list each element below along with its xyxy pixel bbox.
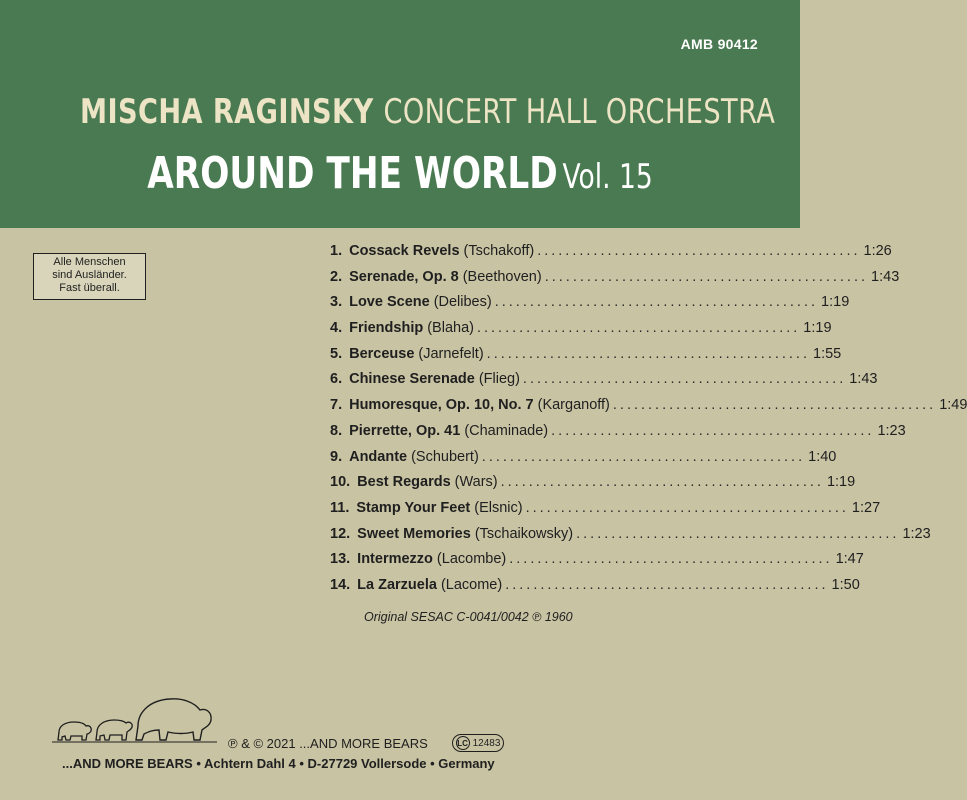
- track-number: 7.: [330, 397, 343, 414]
- dot-leader: ..............................................: [544, 268, 869, 285]
- track-composer: (Wars): [454, 474, 498, 491]
- track-title: Intermezzo: [357, 551, 433, 568]
- track-row: [330, 474, 856, 500]
- address-line: ...AND MORE BEARS • Achtern Dahl 4 • D-27729 Vollersode • Germany: [62, 756, 495, 771]
- track-duration: 1:43: [871, 268, 900, 285]
- track-row: [330, 576, 860, 603]
- track-duration: 1:19: [803, 320, 832, 337]
- track-row: [330, 525, 931, 552]
- dot-leader: ..............................................: [481, 448, 806, 465]
- track-row: [330, 320, 832, 346]
- track-title: Cossack Revels: [349, 243, 460, 259]
- track-duration: 1:43: [849, 371, 878, 388]
- track-composer: (Blaha): [427, 320, 474, 337]
- track-composer: (Karganoff): [537, 397, 610, 414]
- track-title: Stamp Your Feet: [356, 499, 471, 516]
- track-number: 5.: [330, 345, 343, 362]
- note-line-3: Fast überall.: [59, 282, 120, 294]
- bears-logo-icon: [52, 690, 217, 748]
- track-title: Pierrette, Op. 41: [349, 422, 461, 439]
- header-banner: [0, 0, 800, 228]
- track-number: 12.: [330, 525, 351, 542]
- track-row: [330, 551, 864, 577]
- dot-leader: ..............................................: [537, 243, 861, 259]
- note-line-1: Alle Menschen: [53, 256, 126, 268]
- track-title: Berceuse: [349, 345, 415, 362]
- track-row: [330, 345, 842, 372]
- track-number: 3.: [330, 294, 343, 311]
- track-number: 11.: [330, 499, 350, 516]
- track-duration: 1:40: [808, 448, 837, 465]
- track-title: Sweet Memories: [357, 525, 471, 542]
- track-composer: (Jarnefelt): [418, 345, 484, 362]
- orchestra-name: CONCERT HALL ORCHESTRA: [383, 92, 776, 132]
- track-title: Serenade, Op. 8: [349, 268, 459, 285]
- track-title: Andante: [349, 448, 408, 465]
- track-duration: 1:27: [851, 499, 881, 516]
- track-composer: (Lacome): [440, 576, 503, 593]
- note-line-2: sind Ausländer.: [52, 269, 127, 281]
- label-code-badge: [452, 734, 504, 752]
- track-row: [330, 371, 878, 397]
- dot-leader: ..............................................: [612, 397, 937, 414]
- dot-leader: ..............................................: [476, 320, 801, 337]
- track-title: Best Regards: [357, 474, 451, 491]
- album-title: AROUND THE WORLD: [147, 148, 558, 199]
- track-duration: 1:47: [835, 551, 864, 568]
- track-title: Friendship: [349, 320, 424, 337]
- track-duration: 1:23: [902, 525, 931, 542]
- dot-leader: ..............................................: [525, 499, 849, 516]
- track-title: Chinese Serenade: [349, 371, 475, 388]
- track-duration: 1:26: [863, 243, 892, 259]
- copyright-line: ℗ & © 2021 ...AND MORE BEARS: [228, 736, 428, 751]
- note-box: [33, 253, 146, 300]
- track-duration: 1:55: [813, 345, 842, 362]
- track-composer: (Tschakoff): [463, 243, 535, 259]
- dot-leader: ..............................................: [486, 345, 810, 362]
- track-composer: (Lacombe): [436, 551, 507, 568]
- track-number: 10.: [330, 474, 351, 491]
- track-duration: 1:19: [826, 474, 856, 491]
- track-composer: (Delibes): [433, 294, 492, 311]
- track-number: 14.: [330, 576, 351, 593]
- dot-leader: ..............................................: [505, 576, 829, 593]
- artist-name: MISCHA RAGINSKY: [80, 92, 374, 132]
- track-duration: 1:50: [831, 576, 860, 593]
- track-number: 4.: [330, 320, 343, 337]
- track-number: 1.: [330, 243, 343, 259]
- dot-leader: ..............................................: [576, 525, 900, 542]
- track-title: La Zarzuela: [357, 576, 437, 593]
- lc-number: 12483: [472, 737, 501, 749]
- dot-leader: ..............................................: [494, 294, 819, 311]
- track-composer: (Beethoven): [462, 268, 542, 285]
- artist-line: [80, 92, 776, 132]
- track-duration: 1:49: [939, 397, 967, 414]
- track-row: [330, 243, 892, 269]
- track-title: Love Scene: [349, 294, 430, 311]
- original-note: Original SESAC C-0041/0042 ℗ 1960: [364, 610, 573, 624]
- track-number: 6.: [330, 371, 343, 388]
- track-row: [330, 294, 850, 320]
- track-row: [330, 448, 837, 475]
- track-number: 9.: [330, 448, 343, 465]
- dot-leader: ..............................................: [500, 474, 824, 491]
- track-duration: 1:23: [877, 422, 906, 439]
- track-duration: 1:19: [821, 294, 850, 311]
- catalog-number: AMB 90412: [680, 36, 758, 52]
- album-title-line: [88, 148, 712, 199]
- track-number: 8.: [330, 422, 343, 439]
- track-number: 2.: [330, 268, 343, 285]
- track-composer: (Schubert): [411, 448, 479, 465]
- track-row: [330, 499, 881, 526]
- track-composer: (Chaminade): [464, 422, 549, 439]
- track-list: [330, 243, 967, 603]
- track-title: Humoresque, Op. 10, No. 7: [349, 397, 534, 414]
- lc-label: LC: [456, 736, 470, 750]
- track-row: [330, 268, 900, 295]
- track-composer: (Tschaikowsky): [474, 525, 574, 542]
- dot-leader: ..............................................: [522, 371, 847, 388]
- dot-leader: ..............................................: [509, 551, 833, 568]
- track-row: [330, 422, 906, 449]
- volume-label: Vol. 15: [562, 157, 653, 197]
- track-number: 13.: [330, 551, 351, 568]
- track-row: [330, 397, 967, 423]
- track-composer: (Elsnic): [474, 499, 523, 516]
- dot-leader: ..............................................: [551, 422, 875, 439]
- track-composer: (Flieg): [478, 371, 520, 388]
